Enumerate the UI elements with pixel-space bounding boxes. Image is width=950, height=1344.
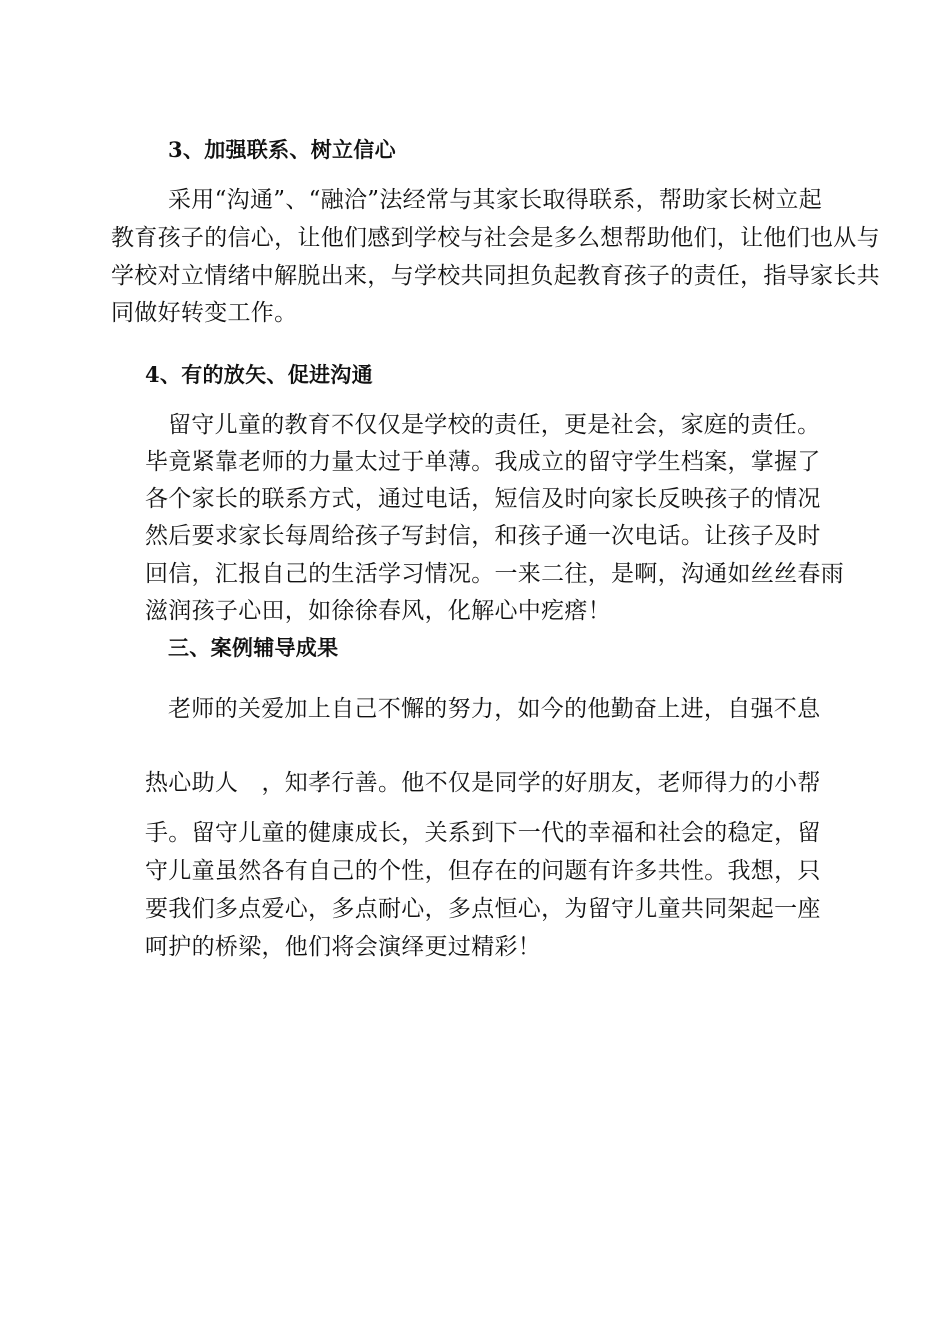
results-line-1: 老师的关爱加上自己不懈的努力，如今的他勤奋上进，自强不息 (168, 696, 821, 722)
section-4-line-2: 毕竟紧靠老师的力量太过于单薄。我成立的留守学生档案，掌握了 (145, 449, 821, 475)
section-4-line-5: 回信，汇报自己的生活学习情况。一来二往，是啊，沟通如丝丝春雨 (145, 561, 844, 587)
section-4-line-4: 然后要求家长每周给孩子写封信，和孩子通一次电话。让孩子及时 (145, 523, 821, 549)
results-line-5: 要我们多点爱心，多点耐心，多点恒心，为留守儿童共同架起一座 (145, 896, 821, 922)
results-line-3: 手。留守儿童的健康成长，关系到下一代的幸福和社会的稳定，留 (145, 820, 821, 846)
section-3-line-4: 同做好转变工作。 (111, 300, 298, 326)
results-line-2: 热心助人 ，知孝行善。他不仅是同学的好朋友，老师得力的小帮 (145, 770, 821, 796)
section-4-line-6: 滋润孩子心田，如徐徐春风，化解心中疙瘩！ (145, 598, 611, 624)
section-4-heading: 4、有的放矢、促进沟通 (145, 362, 373, 387)
section-3-heading: 3、加强联系、树立信心 (168, 137, 396, 162)
section-3-line-2: 教育孩子的信心，让他们感到学校与社会是多么想帮助他们，让他们也从与 (111, 225, 880, 251)
section-3-line-3: 学校对立情绪中解脱出来，与学校共同担负起教育孩子的责任，指导家长共 (111, 263, 880, 289)
results-line-4: 守儿童虽然各有自己的个性，但存在的问题有许多共性。我想，只 (145, 858, 821, 884)
results-line-6: 呵护的桥梁，他们将会演绎更过精彩！ (145, 934, 542, 960)
results-heading: 三、案例辅导成果 (168, 635, 339, 660)
section-4-line-1: 留守儿童的教育不仅仅是学校的责任，更是社会，家庭的责任。 (168, 412, 821, 438)
section-4-line-3: 各个家长的联系方式，通过电话，短信及时向家长反映孩子的情况 (145, 486, 821, 512)
section-3-line-1: 采用“沟通”、“融洽”法经常与其家长取得联系，帮助家长树立起 (168, 187, 823, 213)
